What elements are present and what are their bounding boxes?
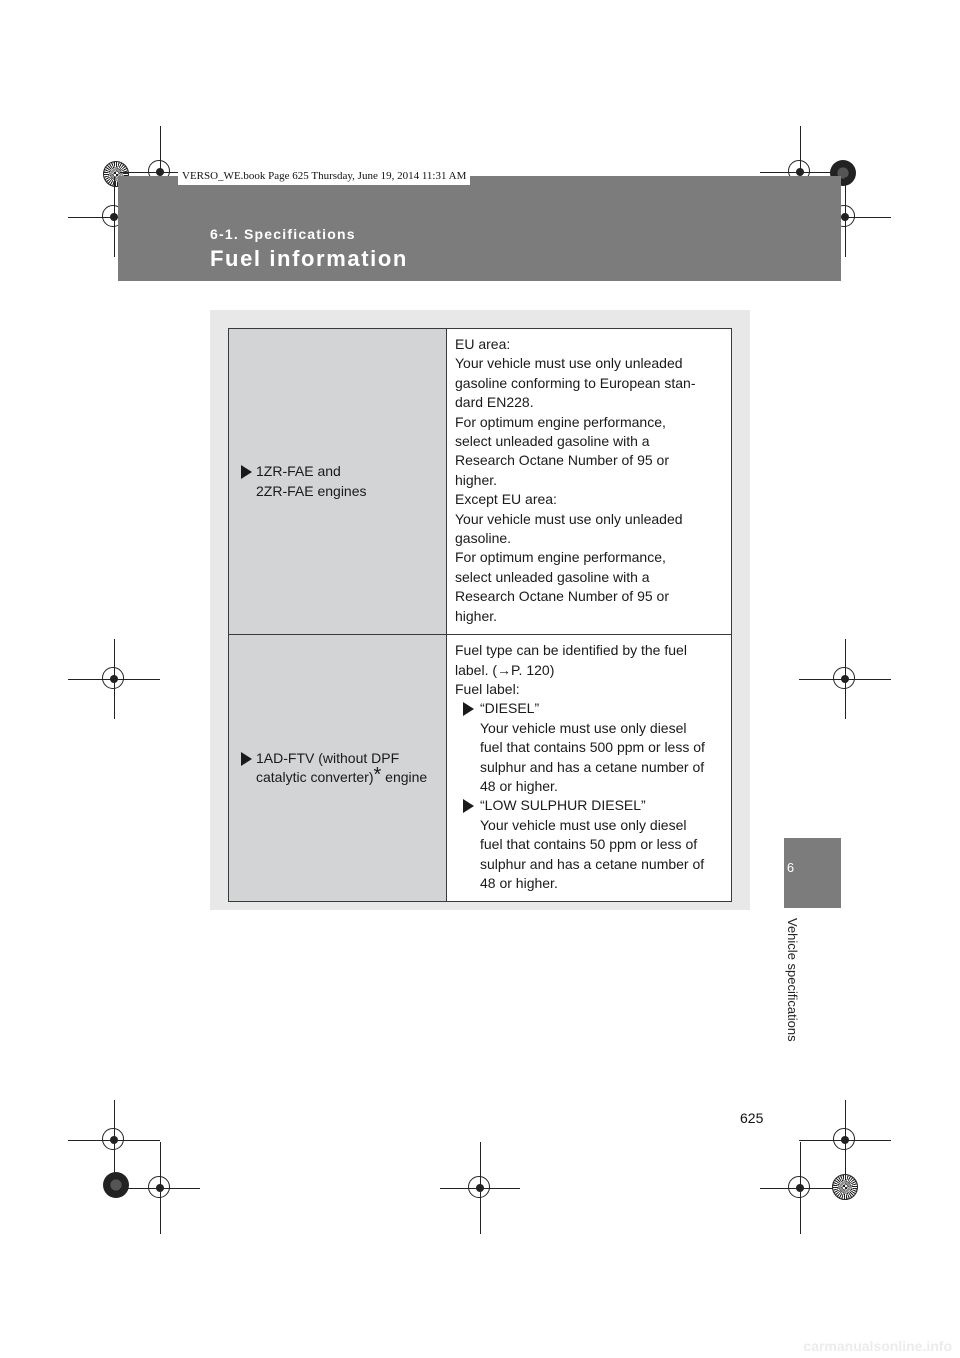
triangle-bullet-icon (463, 702, 474, 716)
registration-filled-circle-icon (103, 1172, 129, 1198)
description-line: higher. (455, 607, 498, 624)
description-line: Your vehicle must use only diesel (480, 816, 687, 833)
engine-line-suffix: engine (381, 769, 428, 786)
description-line: select unleaded gasoline with a (455, 568, 650, 585)
description-line: For optimum engine performance, (455, 413, 666, 430)
chapter-label: Vehicle specifications (785, 918, 800, 1042)
description-line: fuel that contains 50 ppm or less of (480, 836, 698, 853)
page-title: Fuel information (210, 246, 408, 271)
description-line: Research Octane Number of 95 or (455, 452, 669, 469)
fuel-label-bullet (455, 699, 723, 718)
engine-cell (229, 635, 447, 902)
page-number: 625 (740, 1110, 764, 1126)
description-line: sulphur and has a cetane number of (480, 855, 705, 872)
table-row (229, 329, 732, 635)
description-line: Fuel type can be identified by the fuel (455, 642, 687, 659)
chapter-number: 6 (786, 860, 795, 875)
table-row (229, 635, 732, 902)
watermark: carmanualsonline.info (803, 1338, 952, 1354)
triangle-bullet-icon (463, 799, 474, 813)
triangle-bullet-icon (241, 752, 252, 766)
fuel-label-name: “LOW SULPHUR DIESEL” (480, 797, 646, 814)
description-line: Research Octane Number of 95 or (455, 588, 669, 605)
description-line: 48 or higher. (480, 777, 558, 794)
description-line: gasoline conforming to European stan- (455, 374, 696, 391)
description-line: EU area: (455, 336, 511, 352)
description-line: Except EU area: (455, 491, 557, 508)
section-label: 6-1. Specifications (210, 226, 356, 242)
engine-line: 2ZR-FAE engines (256, 482, 367, 499)
engine-line: 1ZR-FAE and (256, 463, 341, 480)
engine-cell (229, 329, 447, 635)
triangle-bullet-icon (241, 465, 252, 479)
description-line: Your vehicle must use only unleaded (455, 355, 683, 372)
description-line: For optimum engine performance, (455, 549, 666, 566)
description-cell (447, 635, 732, 902)
book-info-line: VERSO_WE.book Page 625 Thursday, June 19, 2014 11:31 AM (178, 167, 470, 185)
fuel-table (228, 328, 732, 902)
description-line: Your vehicle must use only unleaded (455, 510, 683, 527)
engine-line (256, 763, 428, 787)
footnote-asterisk: * (373, 763, 382, 786)
engine-line-text: catalytic converter) (256, 769, 374, 786)
description-line: label. (→P. 120) (455, 661, 555, 678)
description-line: sulphur and has a cetane number of (480, 758, 705, 775)
description-line: fuel that contains 500 ppm or less of (480, 739, 705, 756)
description-line: dard EN228. (455, 394, 534, 411)
description-line: higher. (455, 471, 498, 488)
description-line: 48 or higher. (480, 874, 558, 891)
description-line: gasoline. (455, 530, 512, 547)
description-line: select unleaded gasoline with a (455, 433, 650, 450)
description-line: Your vehicle must use only diesel (480, 719, 687, 736)
engine-line: 1AD-FTV (without DPF (256, 749, 400, 766)
fuel-label-bullet (455, 796, 723, 815)
description-cell (447, 329, 732, 635)
registration-sunburst-icon (832, 1174, 858, 1200)
description-line: Fuel label: (455, 680, 520, 697)
fuel-label-name: “DIESEL” (480, 700, 540, 717)
